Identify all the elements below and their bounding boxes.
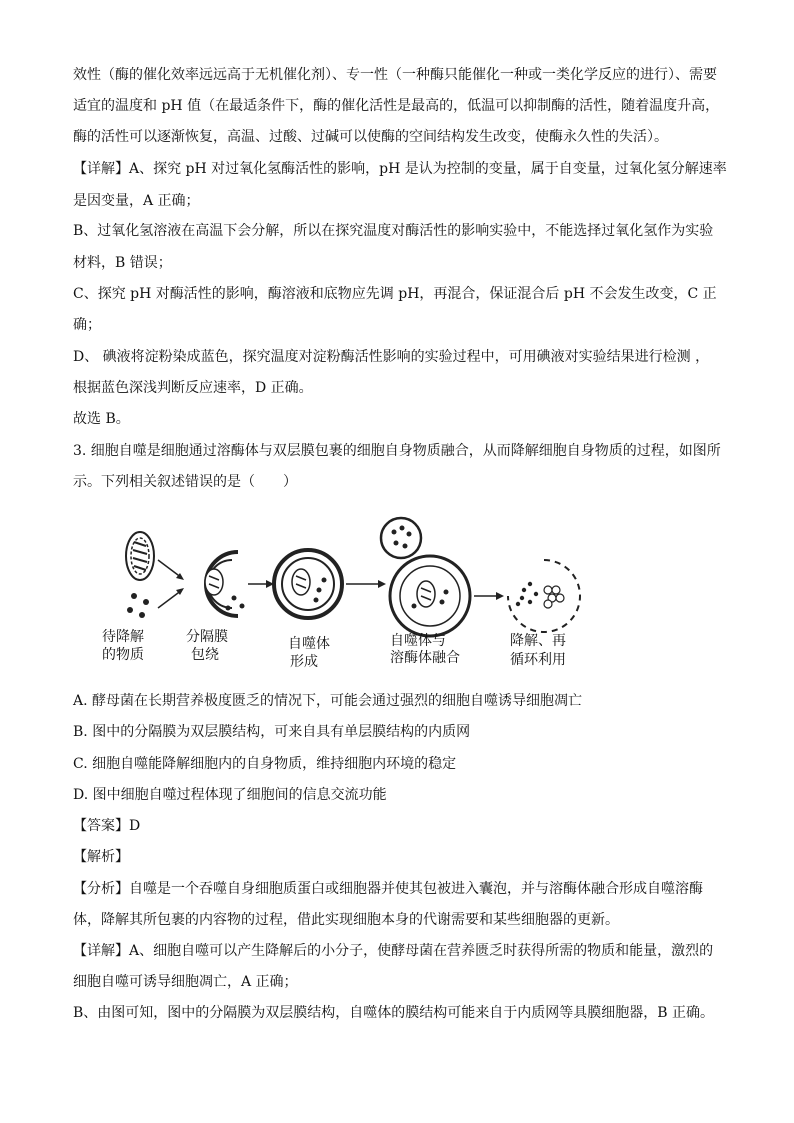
stage-label: 分隔膜 — [186, 629, 228, 645]
stage-label: 包绕 — [191, 647, 219, 663]
degraded-products-icon — [508, 560, 580, 632]
paragraph-line: 根据蓝色深浅判断反应速率，D 正确。 — [73, 380, 313, 396]
stage-label: 循环利用 — [510, 652, 566, 668]
paragraph-line: 是因变量，A 正确； — [73, 193, 200, 209]
stage-label: 的物质 — [102, 647, 144, 663]
mitochondrion-icon — [126, 532, 154, 580]
droplets-icon — [127, 593, 149, 618]
analysis-line: B、由图可知，图中的分隔膜为双层膜结构，自噬体的膜结构可能来自于内质网等具膜细胞器，B 正确。 — [73, 1005, 715, 1021]
option-b: B. 图中的分隔膜为双层膜结构，可来自具有单层膜结构的内质网 — [73, 724, 471, 740]
stage-label: 形成 — [290, 654, 318, 670]
analysis-line: 体，降解其所包裹的内容物的过程，借此实现细胞本身的代谢需要和某些细胞器的更新。 — [73, 912, 619, 928]
paragraph-line: 效性（酶的催化效率远远高于无机催化剂）、专一性（一种酶只能催化一种或一类化学反应的进行）、需要 — [73, 67, 717, 83]
arrow-icon — [248, 580, 274, 588]
stage-label: 待降解 — [102, 629, 144, 645]
arrow-icon — [474, 592, 504, 600]
question-stem: 3. 细胞自噬是细胞通过溶酶体与双层膜包裹的细胞自身物质融合，从而降解细胞自身物质的过程，如图所 — [73, 443, 721, 459]
autolysosome-icon — [390, 556, 470, 636]
autophagosome-icon — [274, 550, 342, 618]
arrow-icon — [158, 560, 184, 608]
paragraph-line: 酶的活性可以逐渐恢复，高温、过酸、过碱可以使酶的空间结构发生改变，使酶永久性的失活）。 — [73, 129, 668, 145]
isolation-membrane-icon — [205, 552, 245, 616]
option-d: D. 图中细胞自噬过程体现了细胞间的信息交流功能 — [73, 787, 387, 803]
paragraph-line: 确； — [73, 317, 101, 333]
option-c: C. 细胞自噬能降解细胞内的自身物质，维持细胞内环境的稳定 — [73, 756, 457, 772]
stage-label: 溶酶体融合 — [390, 650, 460, 666]
paragraph-line: 材料，B 错误； — [73, 255, 172, 271]
stage-label: 自噬体与 — [390, 633, 446, 649]
paragraph-line: 故选 B。 — [73, 411, 130, 427]
paragraph-line: D、 碘液将淀粉染成蓝色，探究温度对淀粉酶活性影响的实验过程中，可用碘液对实验结果进行检测 ， — [73, 349, 710, 365]
lysosome-icon — [381, 518, 421, 558]
analysis-line: 【分析】自噬是一个吞噬自身细胞质蛋白或细胞器并使其包被进入囊泡，并与溶酶体融合形成自噬溶酶 — [73, 881, 703, 897]
paragraph-line: C、探究 pH 对酶活性的影响，酶溶液和底物应先调 pH，再混合，保证混合后 pH 不会发生改变，C 正 — [73, 286, 717, 302]
arrow-icon — [346, 580, 386, 588]
paragraph-line: B、过氧化氢溶液在高温下会分解，所以在探究温度对酶活性的影响实验中，不能选择过氧化氢作为实验 — [73, 223, 714, 239]
answer-line: 【答案】D — [73, 818, 141, 834]
paragraph-line: 适宜的温度和 pH 值（在最适条件下，酶的催化活性是最高的，低温可以抑制酶的活性，随着温度升高， — [73, 98, 720, 114]
autophagy-diagram — [96, 510, 596, 675]
question-stem: 示。下列相关叙述错误的是（ ） — [73, 474, 297, 490]
option-a: A. 酵母菌在长期营养极度匮乏的情况下，可能会通过强烈的细胞自噬诱导细胞凋亡 — [73, 693, 583, 709]
stage-label: 自噬体 — [288, 636, 330, 652]
analysis-line: 细胞自噬可诱导细胞凋亡，A 正确； — [73, 974, 298, 990]
stage-label: 降解、再 — [510, 633, 566, 649]
paragraph-line: 【详解】A、探究 pH 对过氧化氢酶活性的影响，pH 是认为控制的变量，属于自变量，过氧化氢分解速率 — [73, 161, 727, 177]
analysis-line: 【详解】A、细胞自噬可以产生降解后的小分子，使酵母菌在营养匮乏时获得所需的物质和能量，激烈的 — [73, 943, 714, 959]
analysis-heading: 【解析】 — [73, 849, 129, 865]
